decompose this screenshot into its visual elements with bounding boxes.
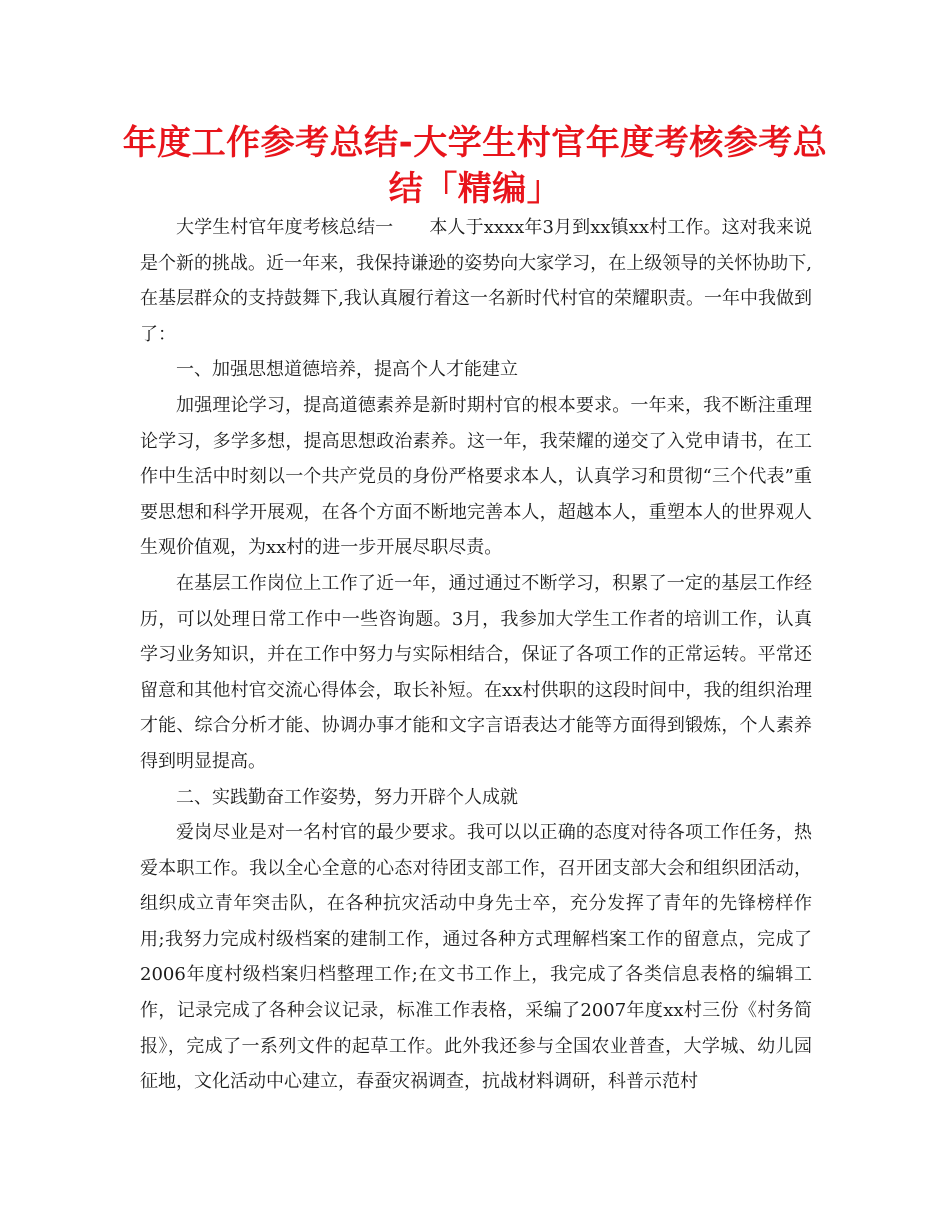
- paragraph-grassroots-work: 在基层工作岗位上工作了近一年，通过通过不断学习，积累了一定的基层工作经历，可以处理日常工作中一些咨询题。3月，我参加大学生工作者的培训工作，认真学习业务知识，并在工作中努力与实际相结合，保证了各项工作的正常运转。平常还留意和其他村官交流心得体会，取长补短。在xx村供职的这段时间中，我的组织治理才能、综合分析才能、协调办事才能和文字言语表达才能等方面得到锻炼，个人素养得到明显提高。: [140, 572, 812, 772]
- paragraph-theory-study: 加强理论学习，提高道德素养是新时期村官的根本要求。一年来，我不断注重理论学习，多学多想，提高思想政治素养。这一年，我荣耀的递交了入党申请书，在工作中生活中时刻以一个共产党员的身份严格要求本人，认真学习和贯彻“三个代表”重要思想和科学开展观，在各个方面不断地完善本人，超越本人，重塑本人的世界观人生观价值观，为xx村的进一步开展尽职尽责。: [140, 394, 812, 559]
- section-heading-2: 二、实践勤奋工作姿势，努力开辟个人成就: [176, 786, 518, 808]
- document-title: 年度工作参考总结-大学生村官年度考核参考总结「精编」: [122, 123, 828, 209]
- document-body: [140, 210, 812, 1100]
- section-heading-1: 一、加强思想道德培养，提高个人才能建立: [176, 359, 518, 381]
- paragraph-dedication: 爱岗尽业是对一名村官的最少要求。我可以以正确的态度对待各项工作任务，热爱本职工作。我以全心全意的心态对待团支部工作，召开团支部大会和组织团活动，组织成立青年突击队，在各种抗灾活动中身先士卒，充分发挥了青年的先锋榜样作用;我努力完成村级档案的建制工作，通过各种方式理解档案工作的留意点，完成了2006年度村级档案归档整理工作;在文书工作上，我完成了各类信息表格的编辑工作，记录完成了各种会议记录，标准工作表格，采编了2007年度xx村三份《村务简报》，完成了一系列文件的起草工作。此外我还参与全国农业普查，大学城、幼儿园征地，文化活动中心建立，春蚕灾祸调查，抗战材料调研，科普示范村: [140, 822, 812, 1093]
- paragraph-intro: 大学生村官年度考核总结一 本人于xxxx年3月到xx镇xx村工作。这对我来说是个新的挑战。近一年来，我保持谦逊的姿势向大家学习，在上级领导的关怀协助下,在基层群众的支持鼓舞下,我认真履行着这一名新时代村官的荣耀职责。一年中我做到了：: [140, 217, 812, 345]
